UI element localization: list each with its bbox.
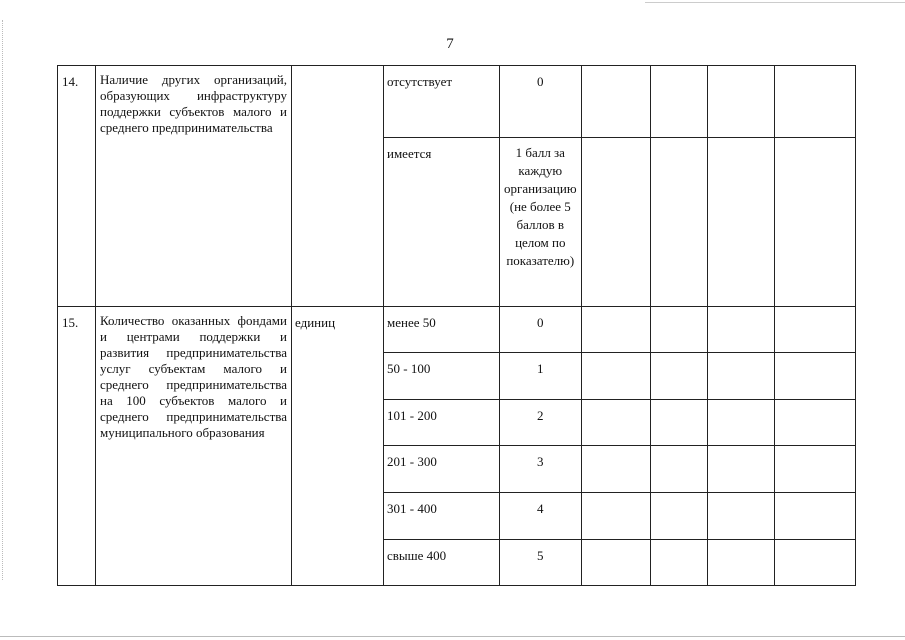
empty-cell — [650, 446, 707, 493]
empty-cell — [774, 353, 855, 400]
empty-cell — [707, 446, 774, 493]
empty-cell — [707, 493, 774, 540]
table-row — [58, 307, 856, 353]
option-value: имеется — [384, 138, 500, 307]
option-value: 101 - 200 — [384, 400, 500, 446]
empty-cell — [774, 400, 855, 446]
unit-cell — [292, 66, 384, 307]
empty-cell — [581, 66, 650, 138]
empty-cell — [774, 493, 855, 540]
option-score: 2 — [500, 400, 582, 446]
scan-edge-bottom — [0, 636, 905, 637]
criteria-table — [57, 65, 856, 586]
option-score: 3 — [500, 446, 582, 493]
empty-cell — [707, 400, 774, 446]
scan-edge-left — [2, 20, 5, 580]
page-number: 7 — [446, 36, 454, 52]
empty-cell — [774, 138, 855, 307]
empty-cell — [581, 353, 650, 400]
empty-cell — [581, 446, 650, 493]
empty-cell — [774, 307, 855, 353]
option-score: 1 — [500, 353, 582, 400]
empty-cell — [650, 493, 707, 540]
empty-cell — [707, 307, 774, 353]
option-value: 301 - 400 — [384, 493, 500, 540]
unit-cell: единиц — [292, 307, 384, 586]
empty-cell — [774, 446, 855, 493]
option-value: менее 50 — [384, 307, 500, 353]
option-score: 4 — [500, 493, 582, 540]
empty-cell — [581, 138, 650, 307]
table-row — [58, 66, 856, 138]
row-number: 15. — [58, 307, 96, 586]
empty-cell — [707, 66, 774, 138]
option-value: отсутствует — [384, 66, 500, 138]
empty-cell — [774, 540, 855, 586]
empty-cell — [650, 353, 707, 400]
option-value: 201 - 300 — [384, 446, 500, 493]
empty-cell — [650, 540, 707, 586]
empty-cell — [650, 400, 707, 446]
empty-cell — [581, 400, 650, 446]
empty-cell — [581, 307, 650, 353]
option-score: 0 — [500, 66, 582, 138]
empty-cell — [650, 307, 707, 353]
empty-cell — [707, 353, 774, 400]
option-value: 50 - 100 — [384, 353, 500, 400]
option-score: 1 балл за каждую организацию (не более 5 баллов в целом по показателю) — [500, 138, 582, 307]
option-score: 5 — [500, 540, 582, 586]
scan-edge-top — [645, 2, 905, 3]
empty-cell — [650, 66, 707, 138]
option-score: 0 — [500, 307, 582, 353]
empty-cell — [707, 540, 774, 586]
empty-cell — [581, 540, 650, 586]
indicator-name: Наличие других организаций, образующих инфраструктуру поддержки субъектов малого и среднего предпринимательства — [96, 66, 292, 307]
indicator-name: Количество оказанных фондами и центрами поддержки и развития предпринимательства услуг субъектам малого и среднего предпринимательства на 100 субъектов малого и среднего предпринимательства муниципального образования — [96, 307, 292, 586]
option-value: свыше 400 — [384, 540, 500, 586]
empty-cell — [707, 138, 774, 307]
row-number: 14. — [58, 66, 96, 307]
empty-cell — [650, 138, 707, 307]
empty-cell — [774, 66, 855, 138]
empty-cell — [581, 493, 650, 540]
